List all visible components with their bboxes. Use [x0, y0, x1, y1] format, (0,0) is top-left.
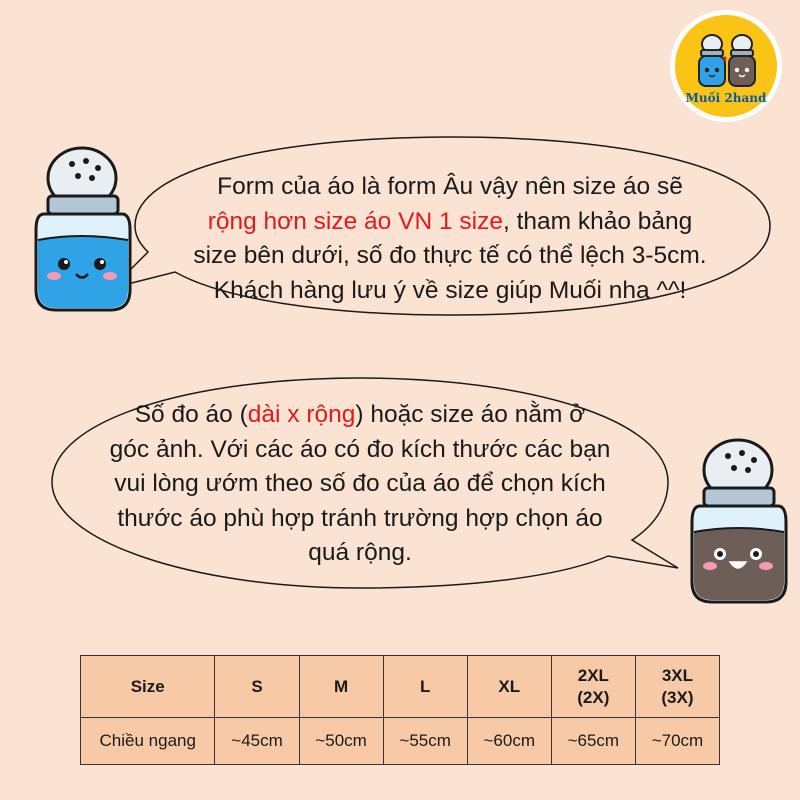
- size-label: 2XL: [577, 665, 609, 685]
- width-value: ~65cm: [551, 718, 635, 765]
- bubble-bottom-line-1: [40, 398, 680, 433]
- size-table: [80, 655, 720, 765]
- bubble-bottom-line-4: thước áo phù hợp tránh trường hợp chọn áo: [117, 504, 603, 532]
- size-header-cell: [215, 656, 299, 718]
- bubble-bottom-text: [40, 398, 680, 571]
- bubble-bottom-line-5: quá rộng.: [308, 539, 412, 566]
- bubble-top-line-2: [140, 205, 760, 240]
- size-label: S: [251, 676, 263, 696]
- size-header-label: Size: [81, 656, 215, 718]
- size-header-cell: [467, 656, 551, 718]
- pepper-shaker-icon: [682, 432, 797, 612]
- width-value: ~60cm: [467, 718, 551, 765]
- size-header-cell: [299, 656, 383, 718]
- bubble-bottom-line-3: vui lòng ướm theo số đo của áo để chọn kích: [114, 470, 606, 497]
- size-alias: (2X): [577, 687, 610, 707]
- width-value: ~45cm: [215, 718, 299, 765]
- bubble-top-line-4: Khách hàng lưu ý về size giúp Muối nha ^^!: [213, 276, 687, 304]
- size-header-cell: [551, 656, 635, 718]
- bubble-top-text: [140, 170, 760, 308]
- salt-shaker-icon: [20, 140, 135, 320]
- highlight-text: dài x rộng: [247, 401, 356, 428]
- bubble-top-line-3: size bên dưới, số đo thực tế có thể lệch 3-5cm.: [193, 242, 707, 269]
- bubble-bottom-line-1-b: ) hoặc size áo nằm ở: [355, 401, 586, 428]
- size-label: M: [334, 676, 349, 696]
- highlight-text: rộng hơn size áo VN 1 size: [207, 207, 503, 235]
- width-value: ~70cm: [635, 718, 719, 765]
- size-header-cell: [383, 656, 467, 718]
- size-alias: (3X): [661, 687, 694, 707]
- logo-text: Muối 2hand: [685, 91, 767, 105]
- size-label: L: [419, 676, 431, 696]
- size-label: XL: [498, 676, 521, 696]
- bubble-top-line-1: Form của áo là form Âu vậy nên size áo sẽ: [217, 173, 683, 200]
- width-value: ~55cm: [383, 718, 467, 765]
- size-header-row: [81, 656, 720, 718]
- bubble-top-line-2-rest: , tham khảo bảng: [502, 207, 693, 235]
- width-value: ~50cm: [299, 718, 383, 765]
- size-header-cell: [635, 656, 719, 718]
- size-label: 3XL: [661, 665, 694, 685]
- bubble-bottom-line-2: góc ảnh. Với các áo có đo kích thước các bạn: [109, 435, 611, 463]
- bubble-bottom-line-1-a: Số đo áo (: [134, 401, 248, 428]
- width-row-label: Chiều ngang: [81, 718, 215, 765]
- width-row: [81, 718, 720, 765]
